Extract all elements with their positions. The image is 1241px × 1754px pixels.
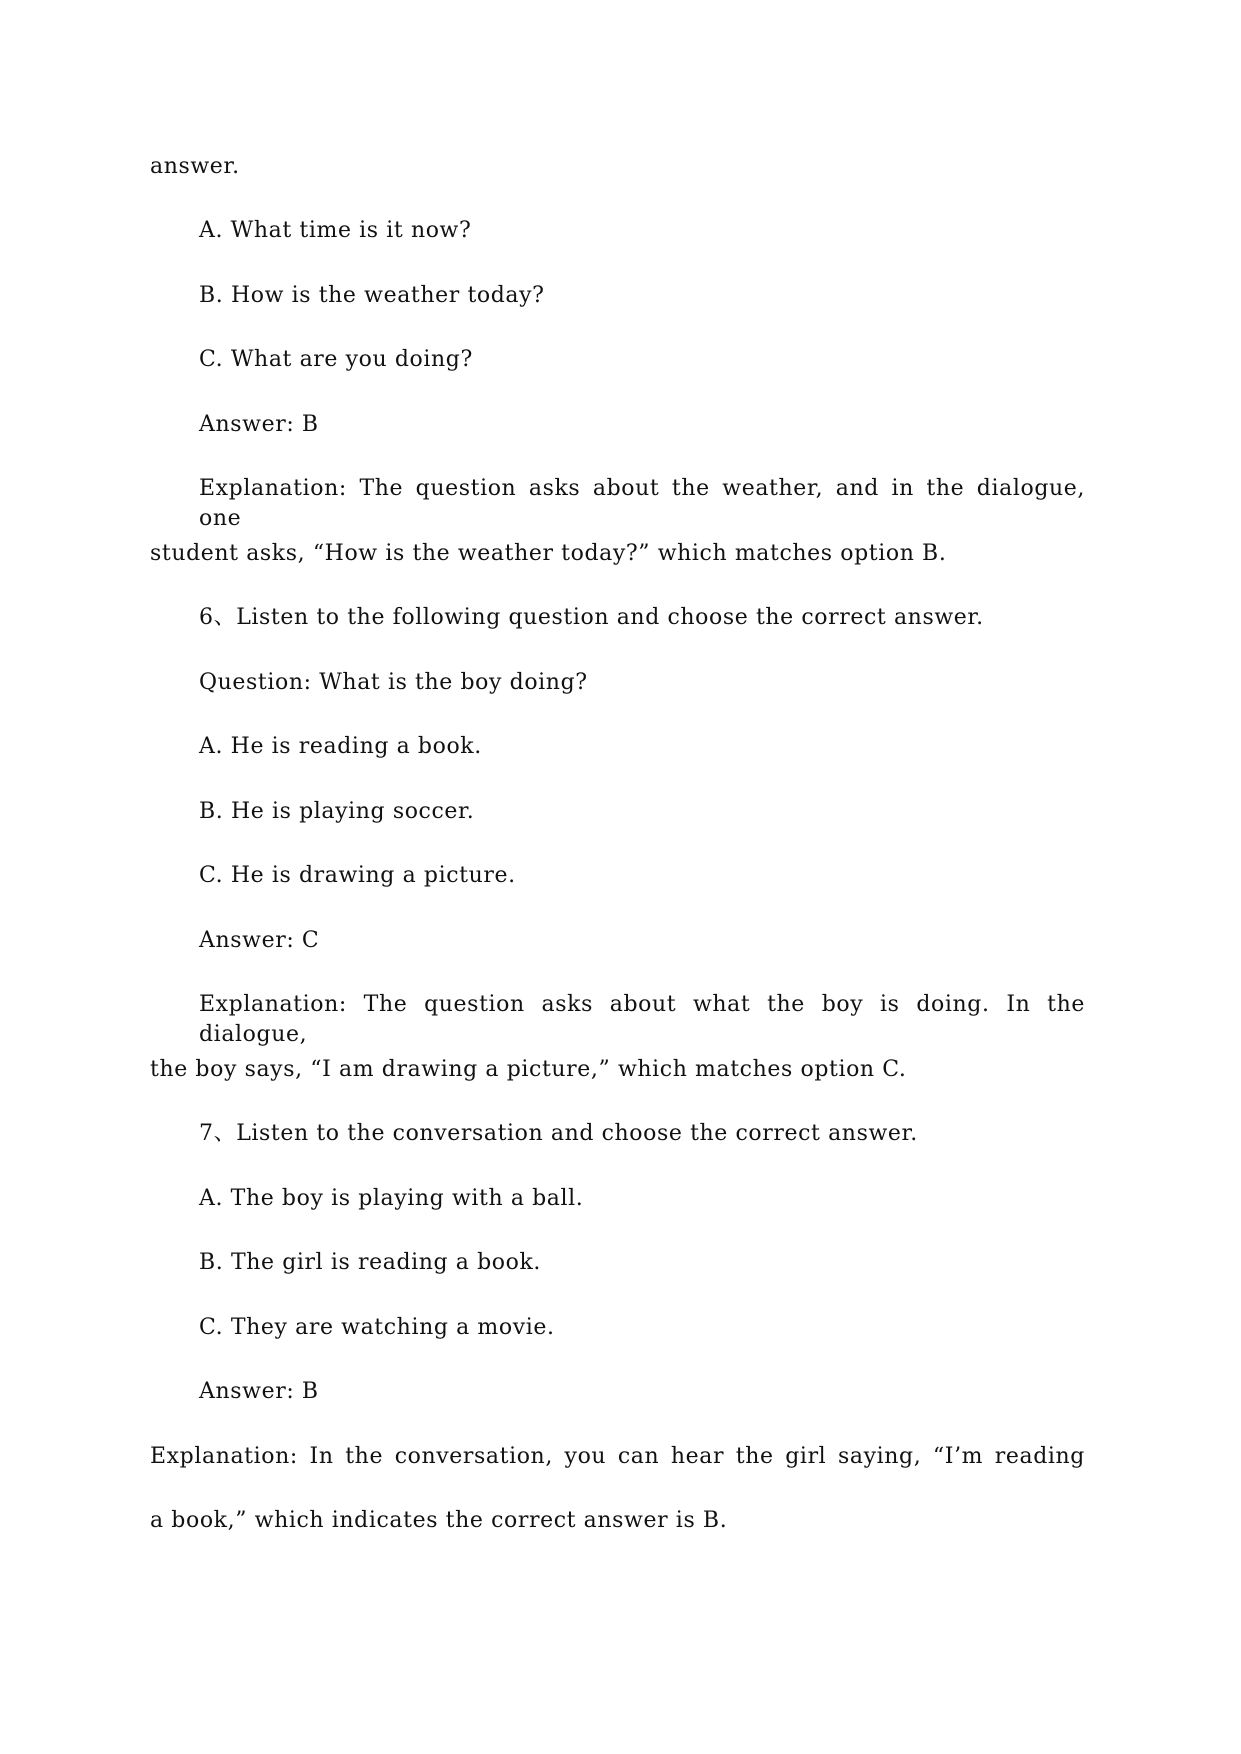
option-b-q5: B. How is the weather today?: [199, 283, 545, 308]
option-b-q7: B. The girl is reading a book.: [199, 1250, 542, 1275]
answer-q7: Answer: B: [199, 1379, 319, 1404]
explanation-q5-line-1: Explanation: The question asks about the weather, and in the dialogue, one: [199, 476, 1085, 531]
question-6-instruction: 6、Listen to the following question and choose the correct answer.: [199, 605, 984, 630]
explanation-q5-line-2: student asks, “How is the weather today?” which matches option B.: [150, 541, 947, 566]
explanation-q7-line-2: a book,” which indicates the correct answer is B.: [150, 1508, 728, 1533]
answer-q5: Answer: B: [199, 412, 319, 437]
option-c-q7: C. They are watching a movie.: [199, 1315, 555, 1340]
text-line-prev-answer-tail: answer.: [150, 154, 240, 179]
explanation-q6-line-2: the boy says, “I am drawing a picture,” which matches option C.: [150, 1057, 907, 1082]
option-c-q5: C. What are you doing?: [199, 347, 473, 372]
option-b-q6: B. He is playing soccer.: [199, 799, 475, 824]
question-6-prompt: Question: What is the boy doing?: [199, 670, 588, 695]
option-a-q6: A. He is reading a book.: [199, 734, 482, 759]
question-7-instruction: 7、Listen to the conversation and choose the correct answer.: [199, 1121, 918, 1146]
explanation-q6-line-1: Explanation: The question asks about what the boy is doing. In the dialogue,: [199, 992, 1085, 1047]
explanation-q7-line-1: Explanation: In the conversation, you can hear the girl saying, “I’m reading: [150, 1444, 1085, 1469]
answer-q6: Answer: C: [199, 928, 320, 953]
option-c-q6: C. He is drawing a picture.: [199, 863, 516, 888]
option-a-q5: A. What time is it now?: [199, 218, 472, 243]
option-a-q7: A. The boy is playing with a ball.: [199, 1186, 584, 1211]
